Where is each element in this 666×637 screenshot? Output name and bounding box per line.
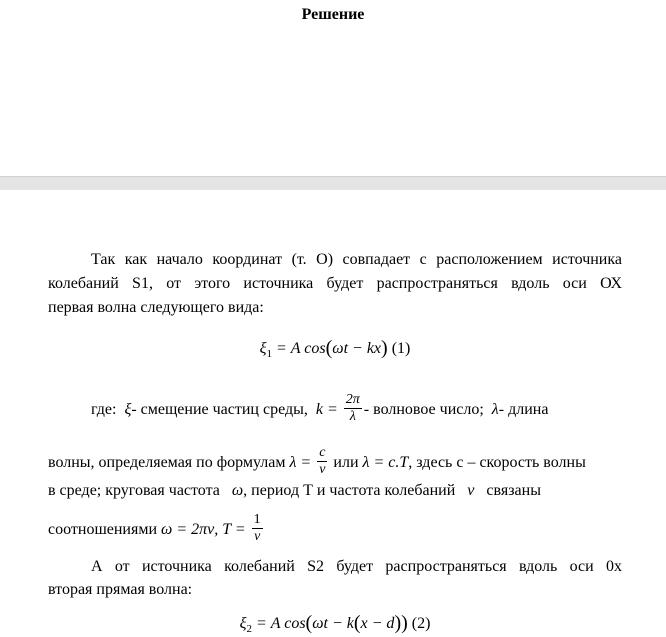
para2-line4	[48, 514, 622, 547]
k-fraction	[344, 392, 362, 425]
or-word: или	[333, 454, 359, 472]
eq1-xi: ξ	[259, 340, 267, 357]
k-desc: - волновое число;	[363, 401, 484, 419]
one-num: 1	[253, 512, 261, 527]
k-den: λ	[344, 408, 362, 425]
c-num: c	[319, 445, 326, 460]
xi-desc: - смещение частиц среды,	[131, 401, 308, 419]
page-title: Решение	[301, 6, 365, 23]
para2-line1	[48, 394, 622, 427]
para2-line3	[48, 481, 622, 501]
equation-2: $\xi_2 = A$ cos(ωt − k(x − d)) (2)	[239, 612, 431, 635]
eq2-arg-b: x − d	[360, 615, 395, 632]
para1-line2: колебаний S1, от этого источника будет распространяться вдоль оси ОХ	[48, 275, 622, 292]
eq2-label: (2)	[411, 615, 431, 632]
eq1-sub: 1	[266, 348, 272, 360]
nu-symbol: ν	[467, 482, 475, 499]
nu2-den: ν	[252, 528, 263, 545]
c-nu-fraction	[317, 445, 327, 478]
page-top	[0, 0, 666, 176]
lambda-desc: - длина	[498, 401, 549, 419]
para2-line4-a: соотношениями	[48, 521, 158, 539]
k-num: 2π	[345, 392, 360, 407]
k-eq: k =	[315, 401, 338, 419]
para3-line2: вторая прямая волна:	[48, 581, 193, 598]
eq1-arg: ωt − kx	[332, 340, 382, 357]
para2-where: где:	[91, 401, 117, 419]
lambda-eq: λ =	[289, 454, 312, 472]
lambda-symbol: λ	[491, 401, 499, 419]
lambda-eq2: λ = c.T	[362, 454, 409, 472]
para2-line2-b: , здесь с – скорость волны	[408, 454, 586, 472]
omega-eq: ω = 2πν	[161, 521, 215, 539]
equation-1: $\xi_1 = A$ cos(ωt − kx) (1)	[259, 337, 411, 360]
para2-line3-c: связаны	[486, 482, 541, 499]
T-eq: , T =	[214, 521, 246, 539]
eq2-sub: 2	[246, 623, 252, 635]
nu-den: ν	[319, 462, 326, 477]
one-over-nu-fraction	[252, 512, 263, 545]
para1-line1: Так как начало координат (т. О) совпадает с расположением источника	[91, 251, 622, 268]
para2-line2	[48, 447, 622, 480]
para2-line3-b: , период Т и частота колебаний	[243, 482, 456, 499]
page-separator	[0, 176, 666, 191]
para2-line2-a: волны, определяемая по формулам	[48, 454, 286, 472]
para3-line1: А от источника колебаний S2 будет распространяться вдоль оси 0х	[91, 558, 622, 575]
eq2-rhs: = A cos	[251, 615, 306, 632]
eq1-label: (1)	[391, 340, 411, 357]
para2-line3-a: в среде; круговая частота	[48, 482, 220, 499]
omega-symbol: ω	[231, 482, 244, 499]
para1-line3: первая волна следующего вида:	[48, 299, 264, 316]
eq1-rhs: = A cos	[272, 340, 326, 357]
xi-symbol: ξ	[124, 401, 132, 419]
eq2-xi: ξ	[239, 615, 247, 632]
eq2-arg-a: ωt − k	[312, 615, 354, 632]
